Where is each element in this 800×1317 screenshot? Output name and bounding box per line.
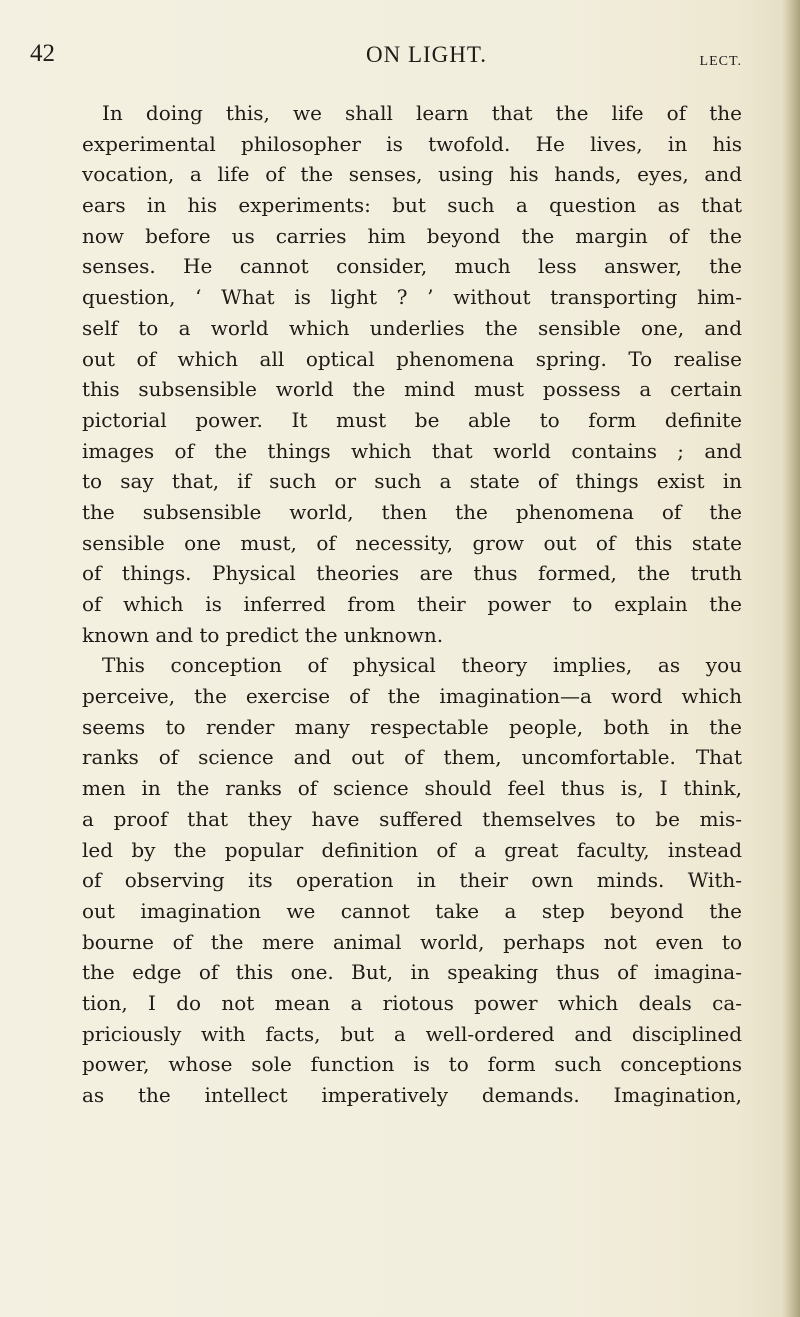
text-line: of observing its operation in their own minds. With- [82, 868, 742, 893]
text-line: men in the ranks of science should feel thus is, I think, [82, 776, 742, 801]
text-line: tion, I do not mean a riotous power which deals ca- [82, 990, 742, 1015]
text-line: self to a world which underlies the sensible one, and [82, 315, 742, 340]
text-line: experimental philosopher is twofold. He lives, in his [82, 131, 742, 156]
text-line: sensible one must, of necessity, grow out of this state [82, 530, 742, 555]
text-line: of which is inferred from their power to explain the [82, 592, 742, 616]
text-line: out imagination we cannot take a step beyond the [82, 898, 742, 923]
text-line: the edge of this one. But, in speaking thus of imagina- [82, 960, 742, 985]
text-line: ears in his experiments: but such a question as that [82, 193, 742, 218]
text-line: the subsensible world, then the phenomena of the [82, 499, 742, 524]
text-line: this subsensible world the mind must possess a certain [82, 377, 742, 402]
text-line: seems to render many respectable people, both in the [82, 714, 742, 739]
text-line: vocation, a life of the senses, using his hands, eyes, and [82, 162, 742, 187]
text-line: as the intellect imperatively demands. Imagination, [82, 1083, 742, 1107]
text-line: This conception of physical theory implies, as you [102, 653, 742, 678]
running-title: ON LIGHT. [366, 42, 487, 67]
running-section-label: LECT. [699, 54, 742, 69]
text-line: images of the things which that world contains ; and [82, 438, 742, 463]
body-text [82, 98, 742, 1111]
text-line: ranks of science and out of them, uncomfortable. That [82, 745, 742, 770]
text-line: out of which all optical phenomena spring. To realise [82, 346, 742, 371]
text-line: senses. He cannot consider, much less answer, the [82, 254, 742, 279]
text-line: a proof that they have suffered themselves to be mis- [82, 806, 742, 831]
text-line: power, whose sole function is to form such conceptions [82, 1052, 742, 1077]
text-line: bourne of the mere animal world, perhaps not even to [82, 929, 742, 954]
page-edge-shadow [782, 0, 800, 1317]
text-line: priciously with facts, but a well-ordered and disciplined [82, 1021, 742, 1046]
text-line: now before us carries him beyond the margin of the [82, 223, 742, 248]
text-line: led by the popular definition of a great faculty, instead [82, 837, 742, 862]
text-line: of things. Physical theories are thus formed, the truth [82, 561, 742, 586]
text-line: perceive, the exercise of the imagination—a word which [82, 684, 742, 709]
text-line: to say that, if such or such a state of things exist in [82, 469, 742, 494]
text-line: question, ‘ What is light ? ’ without transporting him- [82, 285, 742, 310]
page-number: 42 [30, 40, 55, 67]
text-line: In doing this, we shall learn that the life of the [102, 101, 742, 125]
page-header [30, 40, 742, 80]
text-line: pictorial power. It must be able to form definite [82, 407, 742, 432]
text-line: known and to predict the unknown. [82, 622, 444, 647]
